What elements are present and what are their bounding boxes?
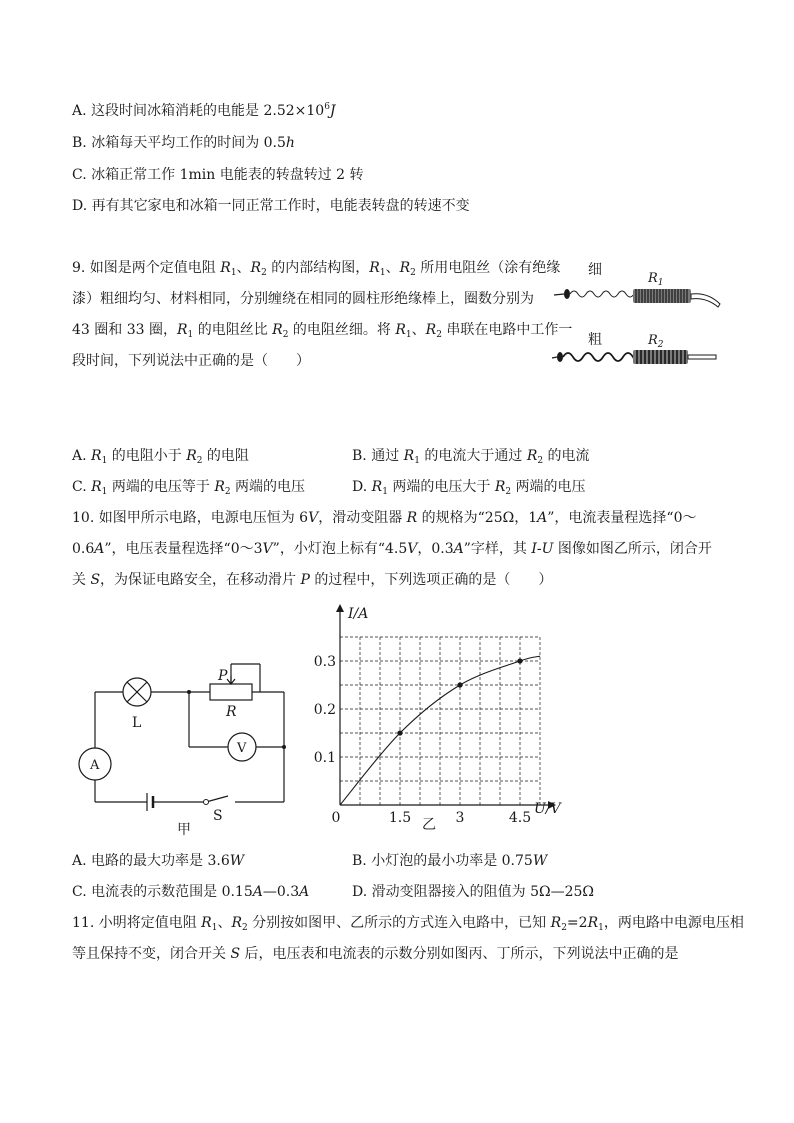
lamp-label: L bbox=[132, 715, 142, 731]
q8-option-a: A. 这段时间冰箱消耗的电能是 $2.52\times 10^6J$ bbox=[72, 102, 336, 119]
q9-stem-line-1: 9. 如图是两个定值电阻 $R_1$、$R_2$ 的内部结构图，$R_1$、$R_2$ 所用电阻丝（涂有绝缘 bbox=[72, 260, 561, 278]
q10-iu-chart bbox=[313, 600, 573, 835]
r2-windings bbox=[637, 350, 685, 364]
q9-option-b: B. 通过 $R_1$ 的电流大于通过 $R_2$ 的电流 bbox=[352, 448, 590, 466]
q9-resistor-figure bbox=[548, 252, 728, 382]
r1-lead-icon bbox=[691, 294, 720, 307]
data-point bbox=[397, 730, 402, 735]
switch-label: S bbox=[213, 808, 223, 824]
lamp-icon bbox=[123, 678, 151, 706]
y-tick-label: 0.2 bbox=[313, 702, 336, 718]
r1-label: $R_1$ bbox=[648, 271, 664, 288]
x-tick-label: 3 bbox=[455, 810, 465, 826]
x-axis-label: U/V bbox=[534, 801, 561, 817]
q10-stem-line-2: 0.6A”，电压表量程选择“0～3V”，小灯泡上标有“4.5V，0.3A”字样，其 I-U 图像如图乙所示，闭合开 bbox=[72, 541, 712, 557]
rheostat-icon bbox=[210, 684, 252, 700]
slider-label: P bbox=[218, 668, 228, 684]
chart-axes bbox=[336, 604, 556, 809]
data-point bbox=[457, 682, 462, 687]
q10-option-d: D. 滑动变阻器接入的阻值为 5Ω—25Ω bbox=[352, 884, 595, 900]
y-axis-arrow-icon bbox=[336, 604, 344, 612]
q9-stem-line-4: 段时间，下列说法中正确的是（ ） bbox=[72, 353, 310, 369]
y-tick-label: 0.3 bbox=[313, 654, 336, 670]
q9-stem-line-3: 43 圈和 33 圈，$R_1$ 的电阻丝比 $R_2$ 的电阻丝细。将 $R_1$、$R_2$ 串联在电路中工作一 bbox=[72, 322, 573, 340]
thin-wire-end-icon bbox=[564, 289, 570, 299]
q9-option-c: C. $R_1$ 两端的电压等于 $R_2$ 两端的电压 bbox=[72, 479, 306, 497]
voltmeter-label: V bbox=[237, 741, 247, 756]
q9-option-a: A. $R_1$ 的电阻小于 $R_2$ 的电阻 bbox=[72, 448, 249, 466]
battery-icon bbox=[147, 793, 153, 811]
q11-stem-line-1: 11. 小明将定值电阻 $R_1$、$R_2$ 分别按如图甲、乙所示的方式连入电路中，已知 $R_2=2R_1$，两电路中电源电压相 bbox=[72, 915, 744, 933]
tick-labels bbox=[314, 654, 531, 826]
r2-lead-icon bbox=[688, 355, 716, 359]
rheostat-label: R bbox=[226, 704, 237, 720]
thin-wire-icon bbox=[570, 291, 641, 297]
junction-dot-icon bbox=[282, 745, 286, 749]
thick-label: 粗 bbox=[588, 332, 602, 348]
circuit-caption: 甲 bbox=[177, 822, 191, 838]
q8-option-b: B. 冰箱每天平均工作的时间为 0.5h bbox=[72, 135, 295, 151]
x-tick-label: 1.5 bbox=[388, 810, 412, 826]
chart-grid bbox=[340, 637, 540, 805]
chart-caption: 乙 bbox=[422, 817, 436, 833]
x-tick-label: 4.5 bbox=[508, 810, 532, 826]
junction-dot-icon bbox=[187, 690, 191, 694]
y-tick-label: 0.1 bbox=[313, 750, 336, 766]
r2-label: $R_2$ bbox=[648, 333, 664, 350]
switch-pivot-icon bbox=[204, 800, 209, 805]
x-tick-label: 0 bbox=[331, 810, 341, 826]
q10-option-c: C. 电流表的示数范围是 0.15A—0.3A bbox=[72, 884, 310, 900]
thin-label: 细 bbox=[588, 262, 602, 278]
q9-option-d: D. $R_1$ 两端的电压大于 $R_2$ 两端的电压 bbox=[352, 479, 586, 497]
q8-option-c: C. 冰箱正常工作 1min 电能表的转盘转过 2 转 bbox=[72, 167, 364, 183]
q8-option-d: D. 再有其它家电和冰箱一同正常工作时，电能表转盘的转速不变 bbox=[72, 198, 470, 214]
q10-stem-line-3: 关 S，为保证电路安全，在移动滑片 P 的过程中，下列选项正确的是（ ） bbox=[72, 572, 553, 588]
q11-stem-line-2: 等且保持不变，闭合开关 S 后，电压表和电流表的示数分别如图丙、丁所示，下列说法中正确的是 bbox=[72, 946, 679, 962]
q10-stem-line-1: 10. 如图甲所示电路，电源电压恒为 6V，滑动变阻器 R 的规格为“25Ω，1A”，电流表量程选择“0～ bbox=[72, 510, 697, 526]
q10-option-a: A. 电路的最大功率是 3.6W bbox=[72, 853, 245, 869]
y-axis-label: I/A bbox=[348, 606, 369, 622]
q9-stem-line-2: 漆）粗细均匀、材料相同，分别缠绕在相同的圆柱形绝缘棒上，圈数分别为 bbox=[72, 291, 534, 307]
thick-wire-end-icon bbox=[557, 352, 563, 362]
q10-circuit-diagram bbox=[70, 650, 300, 840]
thick-wire-icon bbox=[563, 353, 640, 361]
slider-arrow-icon bbox=[227, 676, 235, 684]
q10-option-b: B. 小灯泡的最小功率是 0.75W bbox=[352, 853, 548, 869]
ammeter-label: A bbox=[90, 758, 100, 773]
data-point bbox=[517, 658, 522, 663]
